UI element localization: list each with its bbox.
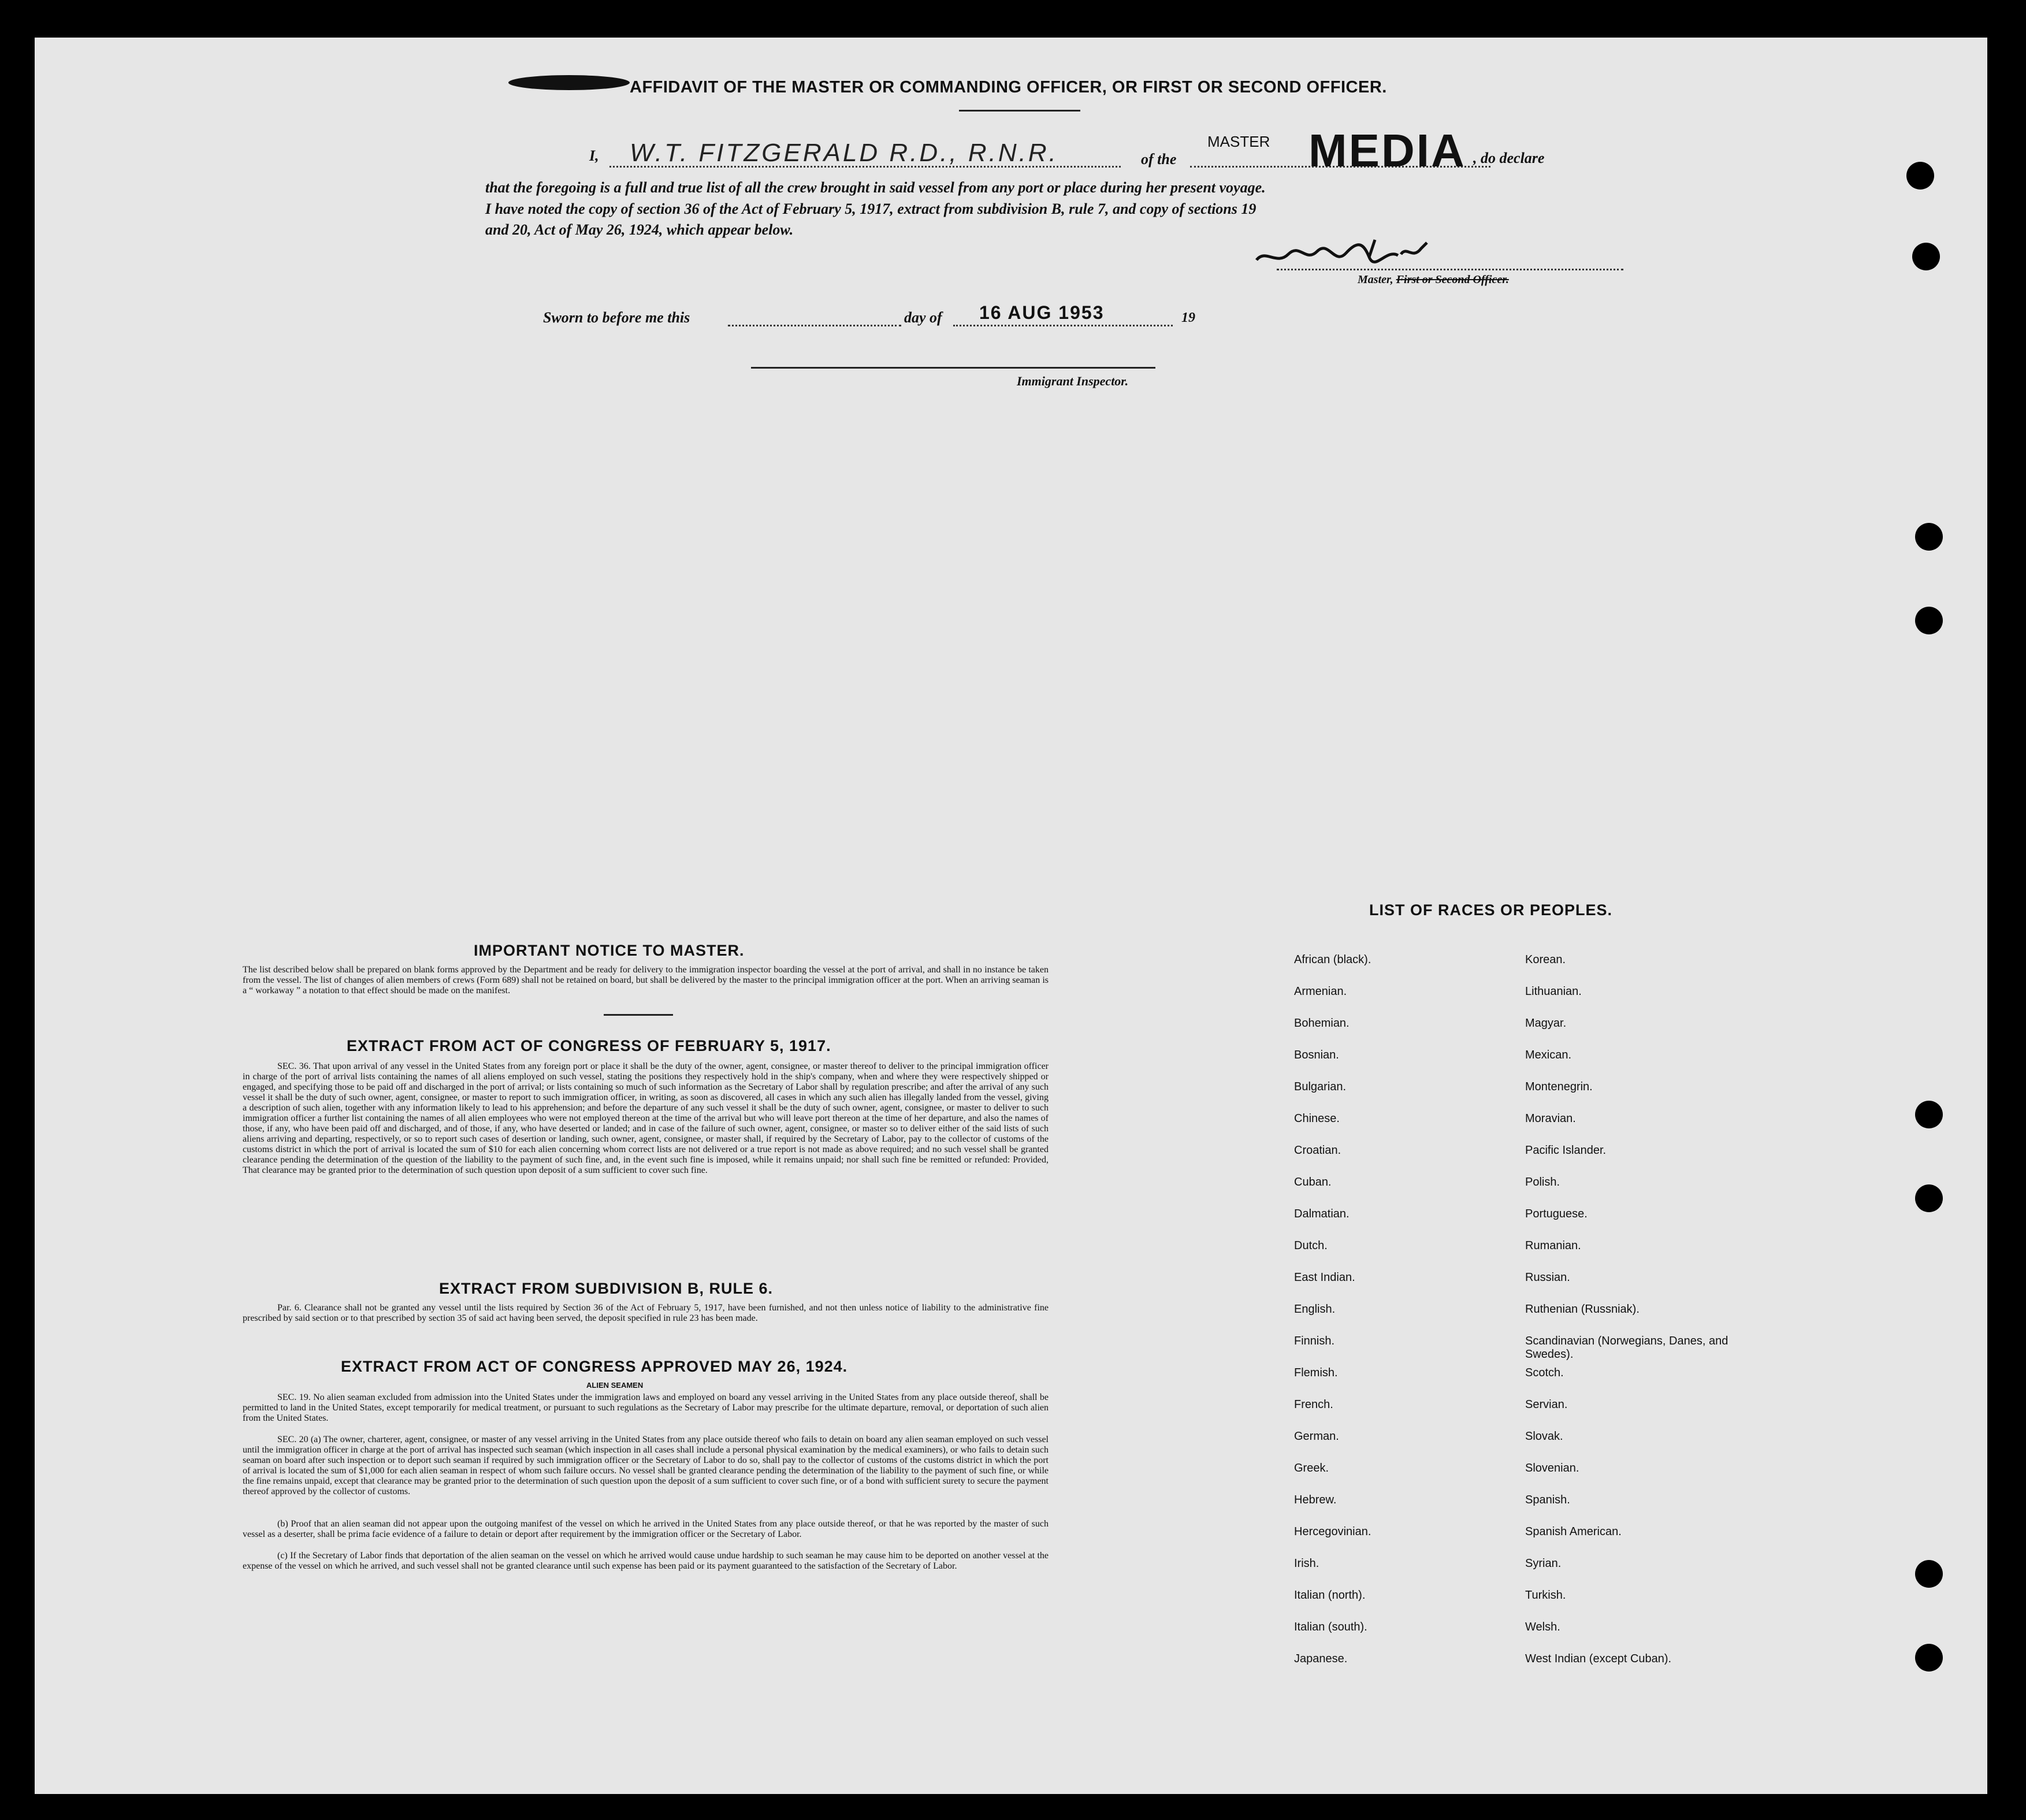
- officer-name: W.T. FITZGERALD R.D., R.N.R.: [630, 139, 1058, 167]
- inspector-line: [751, 367, 1155, 369]
- race-item: Slovak.: [1525, 1430, 1563, 1443]
- races-title: LIST OF RACES OR PEOPLES.: [1369, 901, 1613, 919]
- race-item: Mexican.: [1525, 1049, 1572, 1061]
- sworn-date-line: [953, 325, 1173, 326]
- sec-19-text: SEC. 19. No alien seaman excluded from admission into the United States under the immigration laws and employed on board any vessel arriving in the United States from any place outside thereof, shall be permitted to land in the United States, except temporarily for medical treatment, or pursuant to such regulations as the Secretary of Labor may prescribe for the ultimate departure, removal, or deportation of such alien from the United States.: [243, 1392, 1049, 1423]
- signature-caption: [1358, 273, 1509, 287]
- punch-hole: [1915, 1560, 1943, 1588]
- race-item: Moravian.: [1525, 1112, 1576, 1125]
- race-item: Rumanian.: [1525, 1239, 1581, 1252]
- race-item: Chinese.: [1294, 1112, 1340, 1125]
- year-prefix: 19: [1181, 310, 1195, 325]
- do-declare-text: , do declare: [1473, 150, 1545, 166]
- notice-rule: [604, 1014, 673, 1016]
- race-item: Pacific Islander.: [1525, 1144, 1607, 1157]
- affidavit-line-2: I have noted the copy of section 36 of the Act of February 5, 1917, extract from subdivision B, rule 7, and copy of sections 19: [485, 200, 1257, 217]
- race-item: Italian (south).: [1294, 1621, 1367, 1633]
- race-item: Welsh.: [1525, 1621, 1560, 1633]
- race-item: Slovenian.: [1525, 1462, 1579, 1474]
- manifest-page: [35, 38, 1987, 1794]
- race-item: Croatian.: [1294, 1144, 1341, 1157]
- race-item: Syrian.: [1525, 1557, 1562, 1570]
- affidavit-line-3: and 20, Act of May 26, 1924, which appear below.: [485, 221, 794, 238]
- extract-1917-text: SEC. 36. That upon arrival of any vessel in the United States from any foreign port or place it shall be the duty of the owner, agent, consignee, or master thereof to deliver to the principal immigration officer in charge of the port of arrival lists containing the names of all aliens employed on such vessel, stating the positions they respectively hold in the ship's company, when and where they were respectively shipped or engaged, and specifying those to be paid off and discharged in the port of arrival; or lists containing so much of such information as the Secretary of Labor shall by regulation prescribe; and after the arrival of any such vessel it shall be the duty of such owner, agent, consignee, or master to report to such immigration officer, in writing, as soon as discovered, all cases in which any such alien has illegally landed from the vessel, giving a description of such alien, together with any information likely to lead to his apprehension; and before the departure of any such vessel it shall be the duty of such owner, agent, consignee, or master to deliver to such immigration officer a further list containing the names of all alien employees who were not employed thereon at the time of the arrival but who will leave port thereon at the time of her departure, and also the names of those, if any, who have been paid off and discharged, and of those, if any, who have deserted or landed; and in case of the failure of such owner, agent, consignee, or master so to deliver either of the said lists of such aliens arriving and departing, respectively, or so to report such cases of desertion or landing, such owner, agent, consignee, or master shall, if required by the Secretary of Labor, pay to the collector of customs of the customs district in which the port of arrival is located the sum of $10 for each alien concerning whom correct lists are not delivered or a true report is not made as above required; and no such vessel shall be granted clearance pending the determination of the question of the liability to the payment of such fine, and, in the event such fine is imposed, while it remains unpaid; nor shall such fine be remitted or refunded: Provided, That clearance may be granted prior to the determination of such question upon deposit of a sum sufficient to cover such fine.: [243, 1061, 1049, 1175]
- vessel-name: MEDIA: [1308, 125, 1466, 176]
- race-item: Scandinavian (Norwegians, Danes, and Swedes).: [1525, 1335, 1728, 1361]
- struck-officer-caption: First or Second Officer.: [1396, 273, 1509, 286]
- sec-20c-text: (c) If the Secretary of Labor finds that deportation of the alien seaman on the vessel on which he arrived would cause undue hardship to such seaman he may cause him to be deported on another vessel at the expense of the vessel on which he arrived, and such vessel shall not be granted clearance until such expense has been paid or its payment guaranteed to the satisfaction of the Secretary of Labor.: [243, 1551, 1049, 1571]
- subdivision-title: EXTRACT FROM SUBDIVISION B, RULE 6.: [439, 1280, 774, 1297]
- race-item: African (black).: [1294, 953, 1371, 966]
- race-item: Korean.: [1525, 953, 1566, 966]
- race-item: East Indian.: [1294, 1271, 1355, 1284]
- punch-hole: [1915, 1101, 1943, 1128]
- race-item: Spanish.: [1525, 1494, 1570, 1506]
- race-item: Armenian.: [1294, 985, 1347, 998]
- inspector-caption: Immigrant Inspector.: [1017, 374, 1129, 388]
- race-item: Bohemian.: [1294, 1017, 1350, 1030]
- race-item: Portuguese.: [1525, 1208, 1588, 1220]
- punch-hole: [1915, 607, 1943, 634]
- race-item: French.: [1294, 1398, 1333, 1411]
- punch-hole: [1906, 162, 1934, 190]
- race-item: Finnish.: [1294, 1335, 1335, 1347]
- race-item: German.: [1294, 1430, 1339, 1443]
- race-item: Montenegrin.: [1525, 1080, 1593, 1093]
- race-item: Russian.: [1525, 1271, 1570, 1284]
- race-item: Dutch.: [1294, 1239, 1328, 1252]
- declarant-prefix: I,: [589, 147, 599, 164]
- master-caption: Master,: [1358, 273, 1393, 286]
- race-item: Scotch.: [1525, 1366, 1564, 1379]
- notice-text: The list described below shall be prepared on blank forms approved by the Department and be ready for delivery to the immigration inspector boarding the vessel at the port of arrival, and shall in no instance be taken from the vessel. The list of changes of alien members of crews (Form 689) shall not be retained on board, but shall be delivered by the master to the principal immigration officer at the port. When an arriving seaman is a “ workaway ” a notation to that effect should be made on the manifest.: [243, 965, 1049, 996]
- date-stamp: 16 AUG 1953: [979, 302, 1105, 323]
- race-item: Bulgarian.: [1294, 1080, 1347, 1093]
- affidavit-title: AFFIDAVIT OF THE MASTER OR COMMANDING OFFICER, OR FIRST OR SECOND OFFICER.: [630, 78, 1387, 96]
- sworn-day-line: [728, 325, 901, 326]
- signature-line: [1277, 269, 1623, 270]
- notice-title: IMPORTANT NOTICE TO MASTER.: [474, 942, 745, 959]
- race-item: Hercegovinian.: [1294, 1525, 1371, 1538]
- races-column-1: [1294, 953, 1485, 1684]
- race-item: West Indian (except Cuban).: [1525, 1652, 1672, 1665]
- race-item: Japanese.: [1294, 1652, 1348, 1665]
- punch-hole: [1915, 1184, 1943, 1212]
- race-item: Ruthenian (Russniak).: [1525, 1303, 1640, 1316]
- race-item: Lithuanian.: [1525, 985, 1582, 998]
- race-item: Magyar.: [1525, 1017, 1567, 1030]
- master-signature: [1254, 231, 1444, 277]
- race-item: Greek.: [1294, 1462, 1329, 1474]
- race-item: Italian (north).: [1294, 1589, 1366, 1602]
- sworn-text: Sworn to before me this: [543, 309, 690, 326]
- day-of-text: day of: [904, 309, 942, 326]
- of-the-text: of the: [1141, 151, 1177, 168]
- ink-smudge: [508, 75, 630, 90]
- race-item: Cuban.: [1294, 1176, 1332, 1188]
- punch-hole: [1912, 243, 1940, 270]
- race-item: Irish.: [1294, 1557, 1319, 1570]
- extract-1924-subtitle: ALIEN SEAMEN: [586, 1381, 644, 1390]
- race-item: Bosnian.: [1294, 1049, 1339, 1061]
- extract-1917-title: EXTRACT FROM ACT OF CONGRESS OF FEBRUARY 5, 1917.: [347, 1037, 831, 1054]
- race-item: Polish.: [1525, 1176, 1560, 1188]
- races-column-2: [1525, 953, 1768, 1684]
- title-rule: [959, 110, 1080, 112]
- race-item: Dalmatian.: [1294, 1208, 1350, 1220]
- punch-hole: [1915, 523, 1943, 551]
- sec-20b-text: (b) Proof that an alien seaman did not appear upon the outgoing manifest of the vessel on which he arrived in the United States from any place outside thereof, or that he was reported by the master of such vessel as a deserter, shall be prima facie evidence of a failure to detain or deport after requirement by the immigration officer or the Secretary of Labor.: [243, 1519, 1049, 1539]
- sec-20a-text: SEC. 20 (a) The owner, charterer, agent, consignee, or master of any vessel arriving in the United States from any place outside thereof who fails to detain on board any alien seaman employed on such vessel until the immigration officer in charge at the port of arrival has inspected such seaman (which inspection in all cases shall include a personal physical examination by the medical examiners), or who fails to detain such seaman on board after such inspection or to deport such seaman if required by such immigration officer or the Secretary of Labor to do so, shall pay to the collector of customs of the customs district in which the port of arrival is located the sum of $1,000 for each alien seaman in respect of whom such failure occurs. No vessel shall be granted clearance pending the determination of the liability to the payment of such fine, or while the fine remains unpaid, except that clearance may be granted prior to the determination of such question upon the deposit of a sum sufficient to cover such fine, or of a bond with sufficient surety to secure the payment thereof approved by the collector of customs.: [243, 1435, 1049, 1496]
- race-item: Spanish American.: [1525, 1525, 1622, 1538]
- race-item: Turkish.: [1525, 1589, 1566, 1602]
- race-item: Hebrew.: [1294, 1494, 1337, 1506]
- rank-label: MASTER: [1207, 133, 1270, 150]
- subdivision-text: Par. 6. Clearance shall not be granted any vessel until the lists required by Section 36 of the Act of February 5, 1917, have been furnished, and not then unless notice of liability to the administrative fine prescribed by said section or to that prescribed by section 35 of said act having been served, the deposit specified in rule 23 has been made.: [243, 1303, 1049, 1323]
- race-item: Flemish.: [1294, 1366, 1338, 1379]
- race-item: English.: [1294, 1303, 1336, 1316]
- race-item: Servian.: [1525, 1398, 1568, 1411]
- extract-1924-title: EXTRACT FROM ACT OF CONGRESS APPROVED MAY 26, 1924.: [341, 1358, 848, 1375]
- affidavit-line-1: that the foregoing is a full and true list of all the crew brought in said vessel from any port or place during her present voyage.: [485, 179, 1266, 196]
- punch-hole: [1915, 1644, 1943, 1672]
